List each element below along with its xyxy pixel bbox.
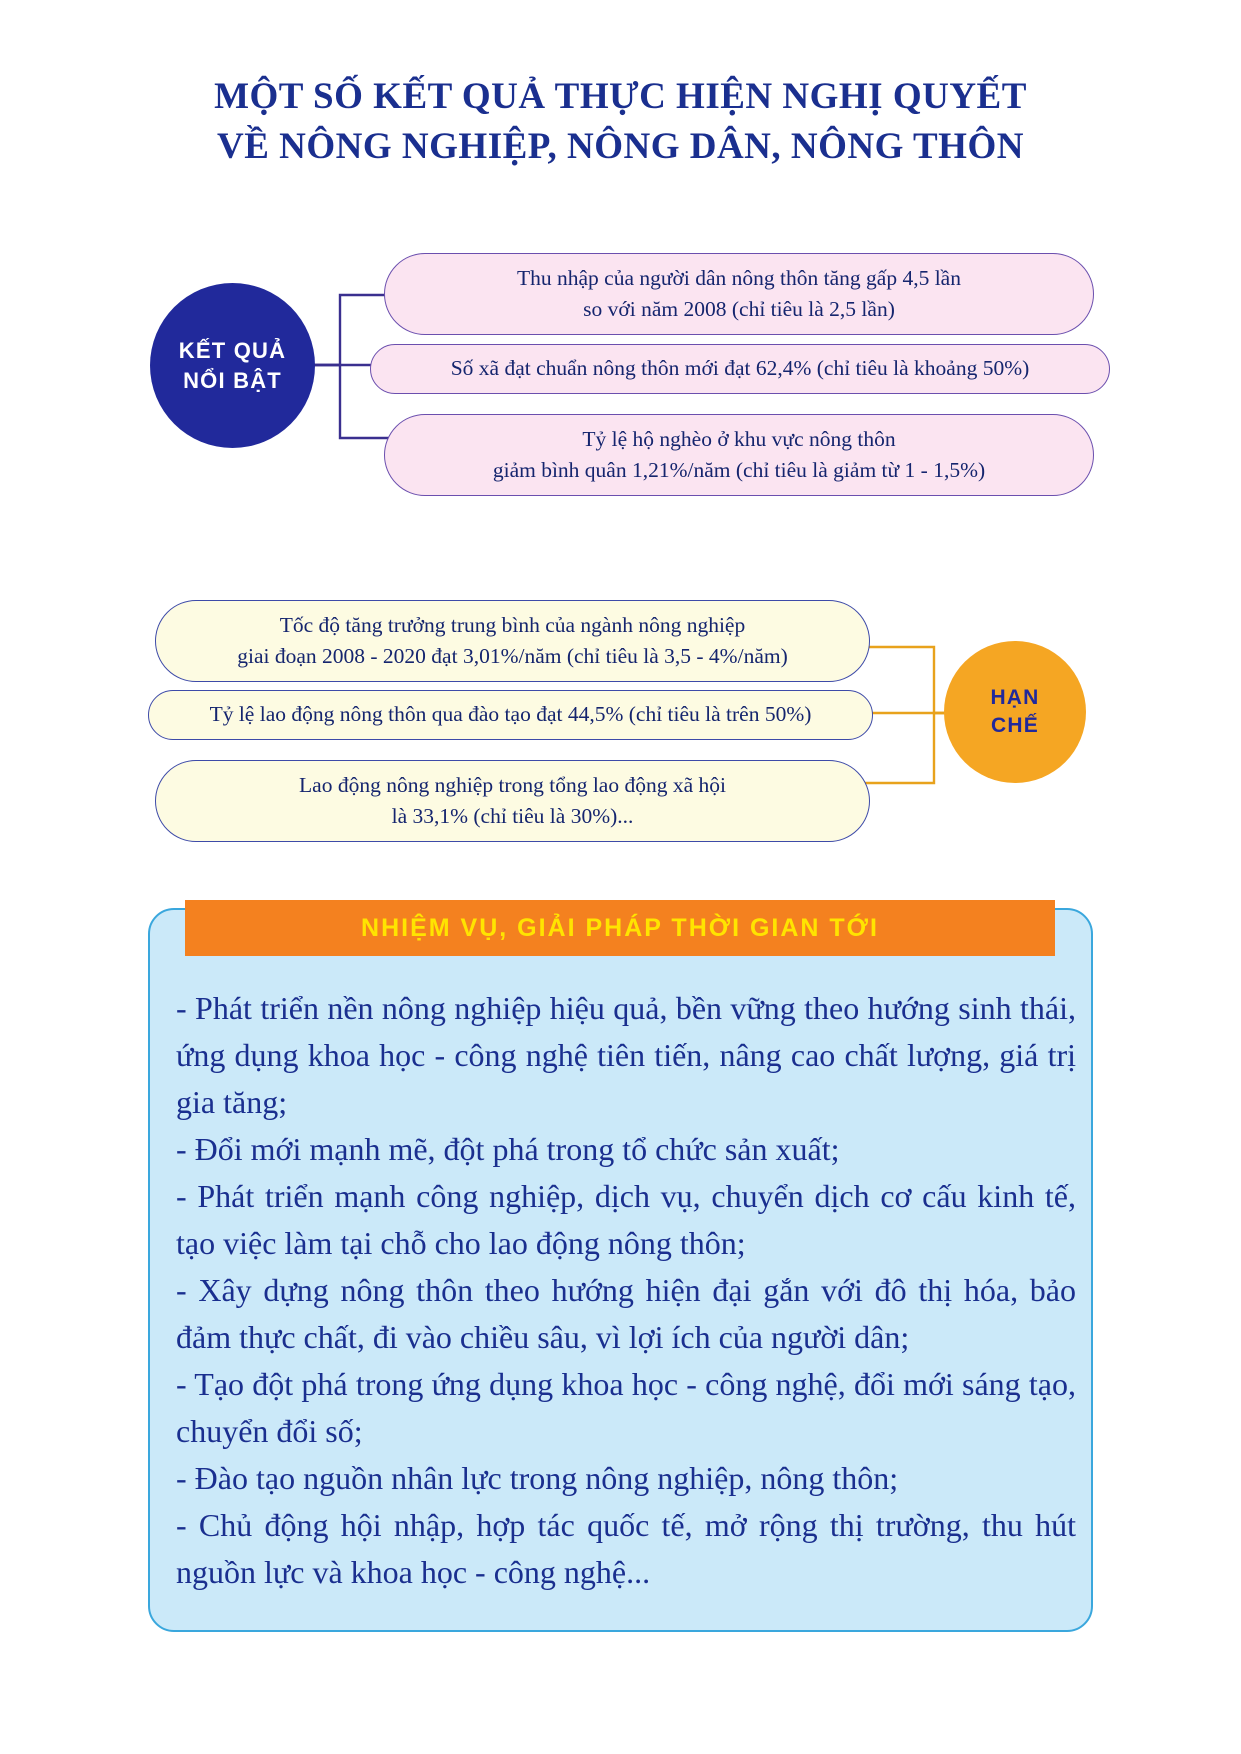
results-circle-label-1: KẾT QUẢ bbox=[178, 337, 287, 363]
results-circle-label-2: NỔI BẬT bbox=[183, 367, 282, 393]
limit-item-2 bbox=[148, 690, 873, 740]
results-circle bbox=[150, 283, 315, 448]
limits-circle bbox=[944, 641, 1086, 783]
task-item-6: - Đào tạo nguồn nhân lực trong nông nghiệp, nông thôn; bbox=[176, 1460, 899, 1497]
result-item-3-line-1: Tỷ lệ hộ nghèo ở khu vực nông thôn bbox=[582, 426, 896, 451]
page-title-line-2: VỀ NÔNG NGHIỆP, NÔNG DÂN, NÔNG THÔN bbox=[217, 125, 1024, 167]
limits-circle-label-2: CHẾ bbox=[991, 714, 1039, 737]
limit-item-3-line-1: Lao động nông nghiệp trong tổng lao động xã hội bbox=[299, 772, 726, 797]
page-title bbox=[0, 72, 1241, 172]
task-item-2: - Đổi mới mạnh mẽ, đột phá trong tổ chức sản xuất; bbox=[176, 1131, 840, 1168]
limit-item-1-line-1: Tốc độ tăng trưởng trung bình của ngành nông nghiệp bbox=[279, 612, 746, 637]
result-item-3-line-2: giảm bình quân 1,21%/năm (chỉ tiêu là giảm từ 1 - 1,5%) bbox=[492, 458, 986, 482]
result-item-3 bbox=[384, 414, 1094, 496]
limits-circle-label-1: HẠN bbox=[990, 685, 1040, 709]
tasks-header: NHIỆM VỤ, GIẢI PHÁP THỜI GIAN TỚI bbox=[185, 900, 1055, 956]
limit-item-1 bbox=[155, 600, 870, 682]
result-item-2 bbox=[370, 344, 1110, 394]
result-item-1 bbox=[384, 253, 1094, 335]
tasks-list bbox=[176, 985, 1076, 1596]
result-item-1-line-2: so với năm 2008 (chỉ tiêu là 2,5 lần) bbox=[583, 297, 895, 321]
task-item-5: - Tạo đột phá trong ứng dụng khoa học - công nghệ, đổi mới sáng tạo, chuyển đổi số; bbox=[176, 1366, 1076, 1450]
task-item-3: - Phát triển mạnh công nghiệp, dịch vụ, chuyển dịch cơ cấu kinh tế, tạo việc làm tại chỗ cho lao động nông thôn; bbox=[176, 1178, 1076, 1262]
limit-item-1-line-2: giai đoạn 2008 - 2020 đạt 3,01%/năm (chỉ tiêu là 3,5 - 4%/năm) bbox=[237, 644, 788, 668]
result-item-1-line-1: Thu nhập của người dân nông thôn tăng gấp 4,5 lần bbox=[517, 265, 961, 290]
page-title-line-1: MỘT SỐ KẾT QUẢ THỰC HIỆN NGHỊ QUYẾT bbox=[214, 76, 1027, 117]
result-item-2-line-1: Số xã đạt chuẩn nông thôn mới đạt 62,4% (chỉ tiêu là khoảng 50%) bbox=[450, 356, 1030, 381]
task-item-4: - Xây dựng nông thôn theo hướng hiện đại gắn với đô thị hóa, bảo đảm thực chất, đi vào chiều sâu, vì lợi ích của người dân; bbox=[176, 1272, 1076, 1356]
task-item-1: - Phát triển nền nông nghiệp hiệu quả, bền vững theo hướng sinh thái, ứng dụng khoa học - công nghệ tiên tiến, nâng cao chất lượng, giá trị gia tăng; bbox=[176, 990, 1076, 1121]
limit-item-2-line-1: Tỷ lệ lao động nông thôn qua đào tạo đạt 44,5% (chỉ tiêu là trên 50%) bbox=[209, 702, 812, 727]
limit-item-3-line-2: là 33,1% (chỉ tiêu là 30%)... bbox=[391, 804, 634, 828]
limit-item-3 bbox=[155, 760, 870, 842]
task-item-7: - Chủ động hội nhập, hợp tác quốc tế, mở rộng thị trường, thu hút nguồn lực và khoa học - công nghệ... bbox=[176, 1507, 1076, 1591]
